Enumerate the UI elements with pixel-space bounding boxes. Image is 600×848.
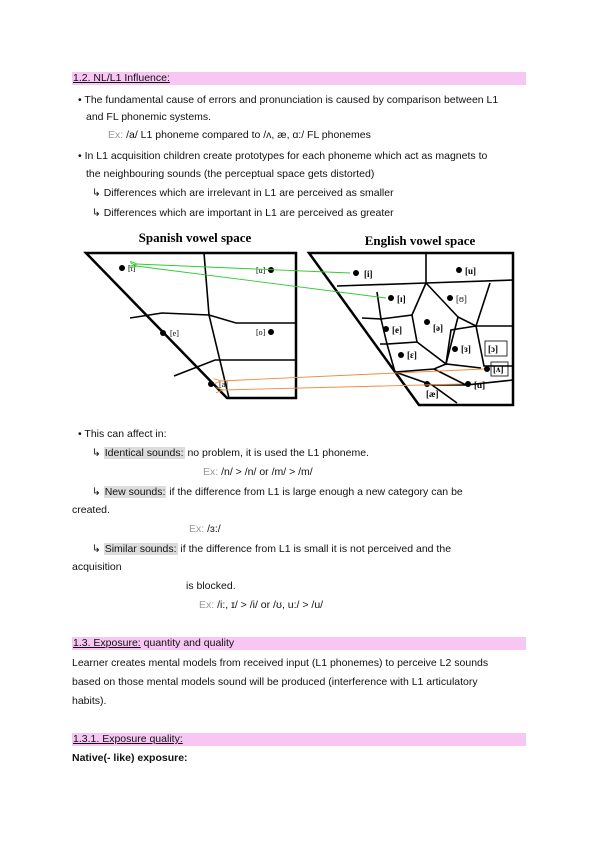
example-text: /a/ L1 phoneme compared to /ʌ, æ, ɑ:/ FL phonemes <box>126 129 371 141</box>
example-text: /ɜ:/ <box>207 523 221 535</box>
section-heading-1-2: 1.2. NL/L1 Influence: <box>73 72 170 84</box>
spanish-vowel-e: [e] <box>170 329 179 338</box>
affect-item-new: ↳ New sounds: if the difference from L1 is large enough a new category can be <box>92 486 463 498</box>
example-line <box>189 523 221 536</box>
english-vowel-ə: [ə] <box>433 323 443 333</box>
example-text: /n/ > /n/ or /m/ > /m/ <box>221 466 313 478</box>
english-vowel-i: [i] <box>364 269 373 279</box>
english-vowel-ɑ: [ɑ] <box>474 380 486 390</box>
bullet-text: the neighbouring sounds (the perceptual space gets distorted) <box>86 168 375 180</box>
english-vowel-ɛ: [ɛ] <box>407 350 417 360</box>
new-sounds-text: if the difference from L1 is large enough a new category can be <box>166 486 463 498</box>
english-vowel-ɜ: [ɜ] <box>461 344 471 354</box>
continuation-text: created. <box>72 504 110 516</box>
bullet-text: • This can affect in: <box>78 428 167 440</box>
similar-sounds-label: Similar sounds: <box>104 543 177 555</box>
spanish-vowel-i: [i] <box>128 264 136 273</box>
example-label: Ex: <box>199 599 215 611</box>
english-vowel-ʌ: [ʌ] <box>493 364 504 374</box>
example-line <box>199 599 323 612</box>
bullet-text: • The fundamental cause of errors and pronunciation is caused by comparison between L1 <box>78 94 499 106</box>
orange-magnet-arrows <box>220 369 484 390</box>
example-text: /i:, ɪ/ > /i/ or /ʊ, u:/ > /u/ <box>217 599 324 611</box>
spanish-title: Spanish vowel space <box>138 230 252 245</box>
section-heading-1-3 <box>73 637 234 650</box>
affect-item-similar: ↳ Similar sounds: if the difference from L1 is small it is not perceived and the <box>92 543 452 555</box>
continuation-text: acquisition <box>72 561 122 573</box>
example-line <box>203 466 313 479</box>
paragraph-line: habits). <box>72 695 107 707</box>
english-vowel-e: [e] <box>392 325 402 335</box>
sub-bullet: ↳ Differences which are important in L1 are perceived as greater <box>92 207 394 219</box>
english-title: English vowel space <box>364 233 476 248</box>
example-label: Ex: <box>203 466 219 478</box>
english-vowel-æ: [æ] <box>426 389 439 399</box>
similar-sounds-text: if the difference from L1 is small it is not perceived and the <box>177 543 452 555</box>
continuation-text: is blocked. <box>186 580 236 592</box>
english-vowel-ʊ: [ʊ] <box>456 294 467 304</box>
sub-bullet: ↳ Differences which are irrelevant in L1 are perceived as smaller <box>92 187 394 199</box>
example-label: Ex: <box>108 129 124 141</box>
english-vowel-ɔ: [ɔ] <box>488 344 498 354</box>
affect-item-identical: ↳ Identical sounds: no problem, it is used the L1 phoneme. <box>92 447 369 459</box>
heading-underlined: 1.3. Exposure: <box>73 637 141 649</box>
section-heading-1-3-1: 1.3.1. Exposure quality: <box>73 733 183 745</box>
bullet-text: • In L1 acquisition children create prototypes for each phoneme which act as magnets to <box>78 150 488 162</box>
identical-sounds-text: no problem, it is used the L1 phoneme. <box>184 447 369 459</box>
subheading-native: Native(- like) exposure: <box>72 752 188 764</box>
heading-rest: quantity and quality <box>140 637 235 649</box>
identical-sounds-label: Identical sounds: <box>104 447 184 459</box>
green-magnet-arrows <box>136 264 386 298</box>
spanish-vowel-u: [u] <box>256 266 266 275</box>
spanish-vowel-a: [a] <box>219 380 228 389</box>
example-label: Ex: <box>189 523 205 535</box>
paragraph-line: Learner creates mental models from received input (L1 phonemes) to perceive L2 sounds <box>72 657 489 669</box>
paragraph-line: based on those mental models sound will be produced (interference with L1 articulatory <box>72 676 478 688</box>
spanish-vowel-o: [o] <box>256 328 266 337</box>
new-sounds-label: New sounds: <box>104 486 166 498</box>
english-vowel-ɪ: [ɪ] <box>397 294 406 304</box>
bullet-text: and FL phonemic systems. <box>86 111 212 123</box>
english-vowel-u: [u] <box>465 266 476 276</box>
